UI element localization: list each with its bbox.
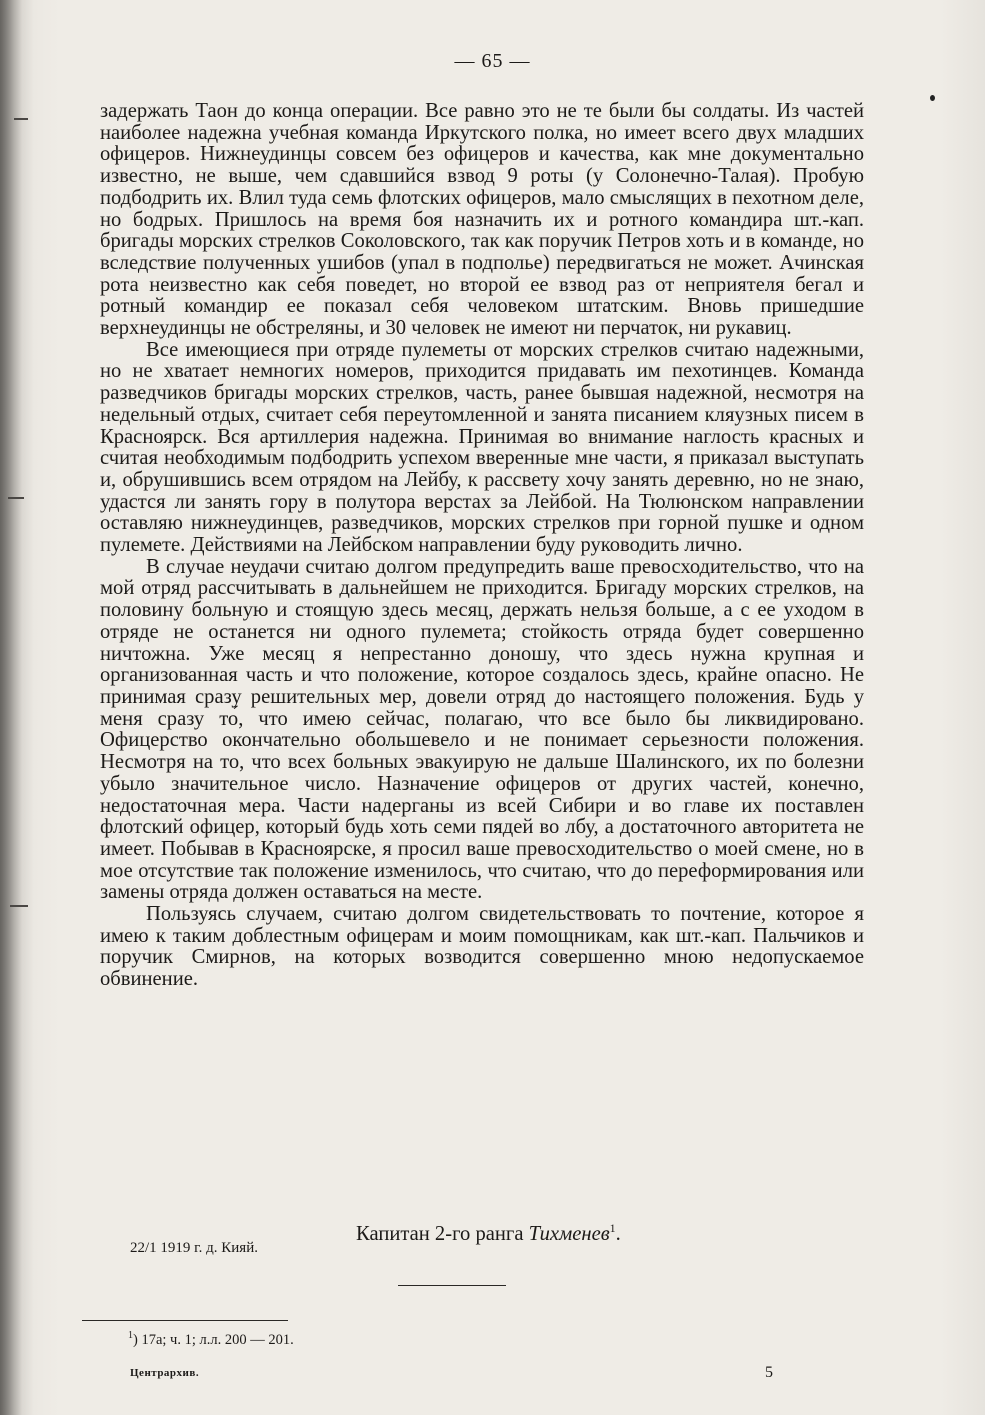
body-text [100, 101, 864, 991]
section-divider [398, 1285, 506, 1286]
paragraph-4: Пользуясь случаем, считаю долгом свидетельствовать то почтение, которое я имею к таким доблестным офицерам и моим помощникам, как шт.-кап. Пальчиков и поручик Смирнов, на которых возводится совершенно мною недопускаемое обвинение. [100, 903, 864, 991]
edge-mark [8, 497, 24, 499]
paragraph-1: задержать Таон до конца операции. Все равно это не те были бы солдаты. Из частей наиболее надежна учебная команда Иркутского полка, но имеет всего двух младших офицеров. Нижнеудинцы совсем без офицеров и качества, как мне документально известно, не выше, чем сдавшийся взвод 9 роты (у Солонечно-Талая). Пробую подбодрить их. Влил туда семь флотских офицеров, мало смыслящих в пехотном деле, но бодрых. Пришлось на время боя назначить их и ротного командира шт.-кап. бригады морских стрелков Соколовского, так как поручик Петров хоть и в команде, но вследствие полученных ушибов (упал в подполье) передвигаться не может. Ачинская рота неизвестно как себя поведет, но второй ее взвод раз от неприятеля бегал и ротный командир ее показал себя человеком штатским. Вновь пришедшие верхнеудинцы не обстреляны, и 30 человек не имеют ни перчаток, ни рукавиц. [100, 100, 864, 340]
date-place: 22/1 1919 г. д. Кияй. [130, 1240, 258, 1256]
edge-mark [10, 905, 28, 907]
ink-speck [930, 95, 935, 101]
footnote-text: ) 17а; ч. 1; л.л. 200 — 201. [133, 1331, 294, 1348]
footnote-divider [82, 1320, 288, 1321]
signature-footnote-ref: 1 [609, 1221, 616, 1235]
page-number: — 65 — [454, 50, 531, 72]
archive-mark: Центрархив. [130, 1367, 200, 1379]
signature: Капитан 2-го ранга Тихменев$^1$. [356, 1221, 621, 1245]
paragraph-3: В случае неудачи считаю долгом предупредить ваше превосходительство, что на мой отряд рассчитывать в дальнейшем не приходится. Бригаду морских стрелков, на половину больную и стоящую здесь месяц, держать нельзя больше, а с ее уходом в отряде не останется ни одного пулемета; стойкость отряда будет совершенно ничтожна. Уже месяц я непрестанно доношу, что здесь нужна крупная и организованная часть и что положение, которое создалось здесь, крайне опасно. Не принимая сразу решительных мер, довели отряд до настоящего положения. Будь у меня сразу то́, что имею сейчас, полагаю, что все было бы ликвидировано. Офицерство окончательно обольшевело и не понимает серьезности положения. Несмотря на то, что всех больных эвакуирую не дальше Шалинского, их по болезни убыло значительное число. Назначение офицеров от других частей, конечно, недостаточная мера. Части надерганы из всей Сибири и во главе их поставлен флотский офицер, который будь хоть семи пядей во лбу, а достаточного авторитета не имеет. Побывав в Красноярске, я просил ваше превосходительство о моей смене, но в мое отсутствие так положение изменилось, что считаю, что до переформирования или замены отряда должен оставаться на месте. [100, 555, 864, 904]
signature-rank: Капитан 2-го ранга [356, 1222, 524, 1245]
binding-shadow [0, 0, 22, 1415]
paragraph-2: Все имеющиеся при отряде пулеметы от морских стрелков считаю надежными, но не хватает немногих номеров, приходится придавать им пехотинцев. Команда разведчиков бригады морских стрелков, часть, ранее бывшая надежной, несмотря на недельный отдых, считает себя переутомленной и занята писанием кляузных писем в Красноярск. Вся артиллерия надежна. Принимая во внимание наглость красных и считая необходимым подбодрить успехом вверенные мне части, я приказал выступать и, обрушившись всем отрядом на Лейбу, к рассвету хочу занять деревню, но не знаю, удастся ли занять гору в полутора верстах за Лейбой. На Тюлюнском направлении оставляю нижнеудинцев, разведчиков, морских стрелков при горной пушке и одном пулемете. Действиями на Лейбском направлении буду руководить лично. [100, 338, 864, 557]
signature-name: Тихменев [528, 1222, 610, 1245]
edge-mark [14, 118, 28, 120]
footnote-ref: 1 [128, 1330, 133, 1341]
printer-signature-mark: 5 [765, 1364, 773, 1381]
footnote [128, 1330, 294, 1349]
